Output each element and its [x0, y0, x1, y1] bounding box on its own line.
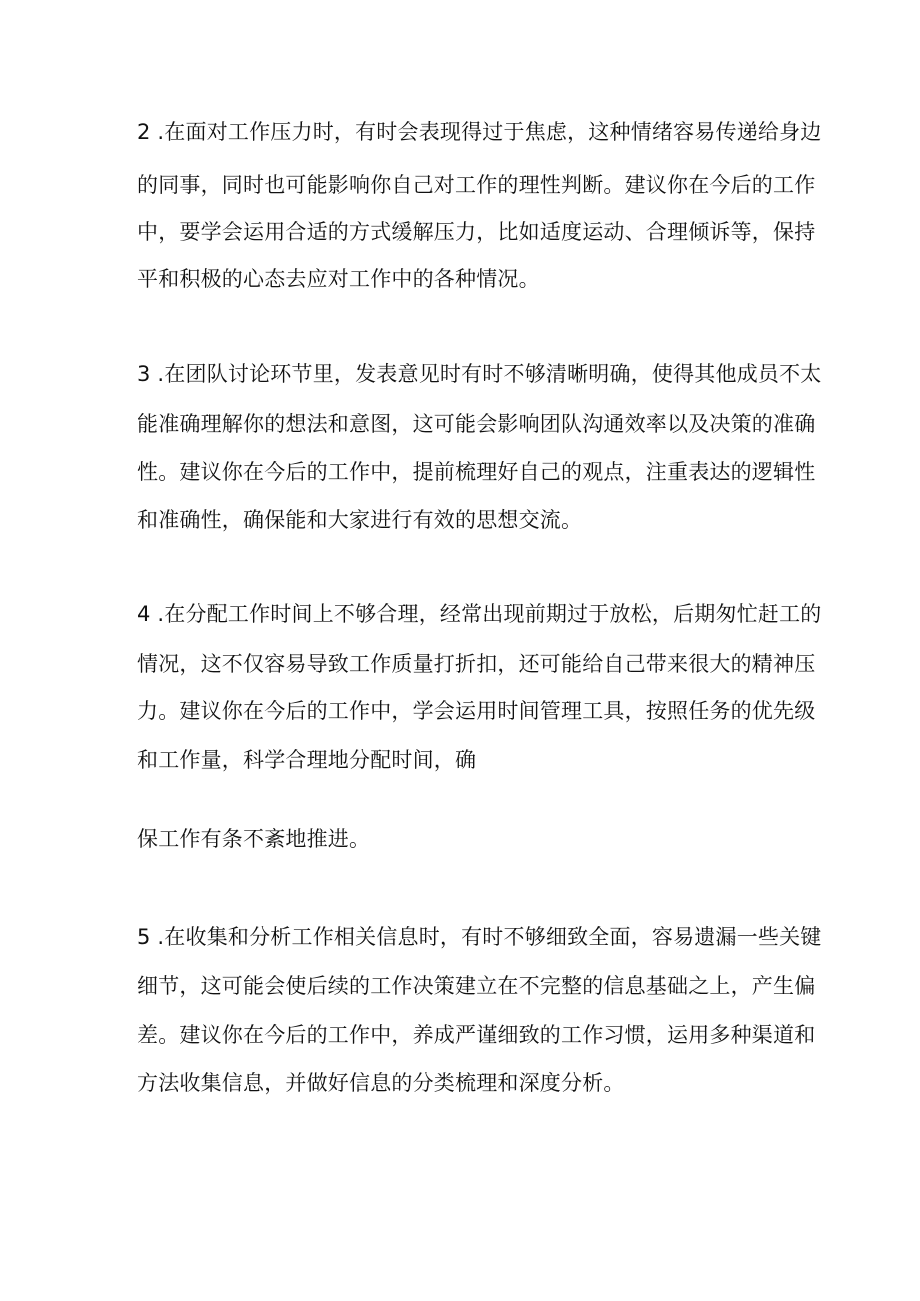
paragraph-line: 情况，这不仅容易导致工作质量打折扣，还可能给自己带来很大的精神压: [137, 652, 816, 676]
paragraph-line: 和工作量，科学合理地分配时间，确: [137, 748, 477, 772]
paragraph-line: 的同事，同时也可能影响你自己对工作的理性判断。建议你在今后的工作: [137, 173, 816, 197]
paragraph-line: 细节，这可能会使后续的工作决策建立在不完整的信息基础之上，产生偏: [137, 974, 816, 998]
paragraph-line: 中，要学会运用合适的方式缓解压力，比如适度运动、合理倾诉等，保持: [137, 220, 816, 244]
paragraph-line: 和准确性，确保能和大家进行有效的思想交流。: [137, 508, 583, 532]
paragraph-line: 力。建议你在今后的工作中，学会运用时间管理工具，按照任务的优先级: [137, 699, 816, 723]
paragraph-line: 4 .在分配工作时间上不够合理，经常出现前期过于放松，后期匆忙赶工的: [137, 602, 822, 626]
paragraph-line: 平和积极的心态去应对工作中的各种情况。: [137, 267, 540, 291]
paragraph-line: 3 .在团队讨论环节里，发表意见时有时不够清晰明确，使得其他成员不太: [137, 362, 822, 386]
paragraph-line: 能准确理解你的想法和意图，这可能会影响团队沟通效率以及决策的准确: [137, 412, 816, 436]
paragraph-line: 性。建议你在今后的工作中，提前梳理好自己的观点，注重表达的逻辑性: [137, 460, 816, 484]
paragraph-line: 2 .在面对工作压力时，有时会表现得过于焦虑，这种情绪容易传递给身边: [137, 120, 822, 144]
paragraph-line: 方法收集信息，并做好信息的分类梳理和深度分析。: [137, 1071, 625, 1095]
paragraph-line: 保工作有条不紊地推进。: [137, 827, 371, 851]
paragraph-line: 5 .在收集和分析工作相关信息时，有时不够细致全面，容易遗漏一些关键: [137, 925, 822, 949]
paragraph-line: 差。建议你在今后的工作中，养成严谨细致的工作习惯，运用多种渠道和: [137, 1023, 816, 1047]
